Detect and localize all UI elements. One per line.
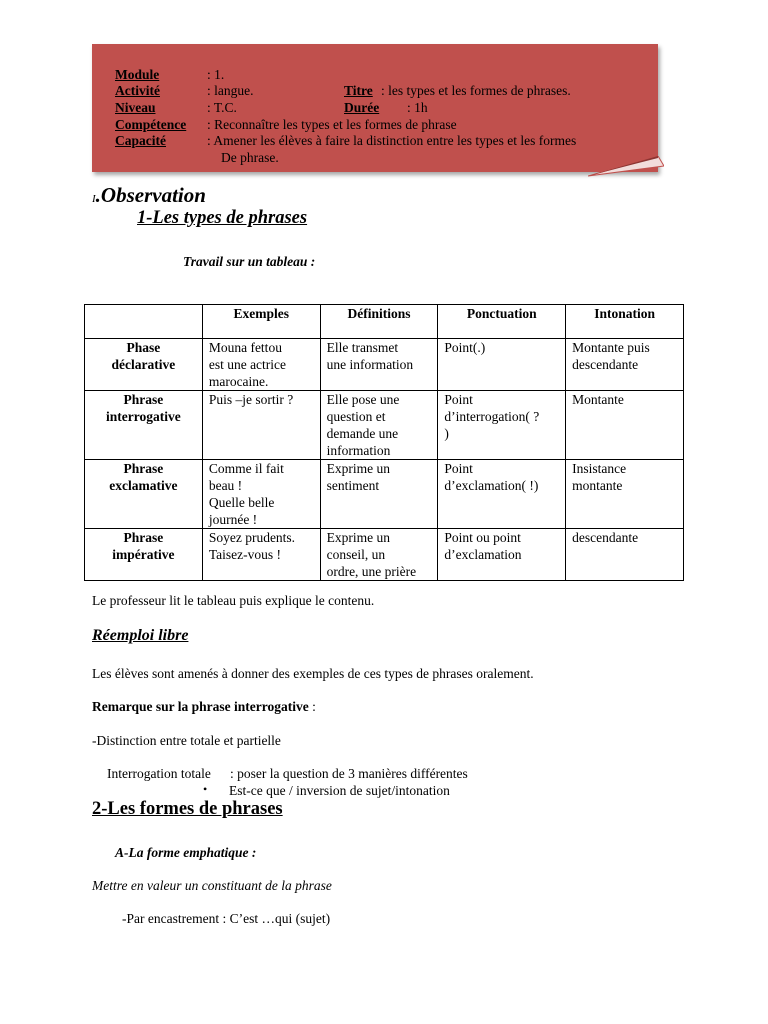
formes-title: 2-Les formes de phrases xyxy=(92,799,283,819)
cell-line: d’exclamation( !) xyxy=(444,478,539,493)
cell-line: Phrase xyxy=(123,530,164,545)
cell-line: est une actrice xyxy=(208,357,287,372)
row-type-cell xyxy=(85,460,203,529)
table-row xyxy=(85,391,684,460)
cell-line: information xyxy=(326,443,391,458)
ponctuation-cell xyxy=(438,391,566,460)
cell-line: Point ou point xyxy=(444,530,521,545)
table-header-cell: Ponctuation xyxy=(438,305,566,339)
professeur-text: Le professeur lit le tableau puis explique le contenu. xyxy=(92,593,375,608)
cell-line: Elle pose une xyxy=(326,392,400,407)
exemple-cell xyxy=(202,460,320,529)
activite-label: Activité xyxy=(115,83,160,98)
section-observation-title xyxy=(92,183,206,208)
intonation-cell xyxy=(566,391,684,460)
cell-line: conseil, un xyxy=(326,547,386,562)
interrogation-text: : poser la question de 3 manières différentes xyxy=(230,766,468,781)
travail-label: Travail sur un tableau : xyxy=(183,254,316,269)
cell-line: d’interrogation( ? xyxy=(444,409,540,424)
module-value: : 1. xyxy=(207,67,225,82)
cell-line: ) xyxy=(444,426,449,441)
table-header-cell: Définitions xyxy=(320,305,438,339)
exemple-cell xyxy=(202,391,320,460)
table-header-row xyxy=(85,305,684,339)
cell-line: déclarative xyxy=(111,357,176,372)
titre-label: Titre xyxy=(344,83,373,98)
bullet-text: Est-ce que / inversion de sujet/intonation xyxy=(229,783,450,798)
cell-line: impérative xyxy=(112,547,175,562)
cell-line: beau ! xyxy=(208,478,243,493)
module-label: Module xyxy=(115,67,160,82)
cell-line: Point xyxy=(444,461,473,476)
cell-line: Elle transmet xyxy=(326,340,399,355)
cell-line: Taisez-vous ! xyxy=(208,547,281,562)
cell-line: Point(.) xyxy=(444,340,486,355)
row-type-cell xyxy=(85,339,203,391)
definition-cell xyxy=(320,529,438,581)
cell-line: Montante puis xyxy=(572,340,650,355)
row-type-cell xyxy=(85,391,203,460)
ponctuation-cell xyxy=(438,529,566,581)
table-header-cell xyxy=(85,305,203,339)
section-number: I xyxy=(92,193,96,205)
section-title: .Observation xyxy=(95,183,206,207)
cell-line: exclamative xyxy=(109,478,178,493)
mettre-text: Mettre en valeur un constituant de la phrase xyxy=(92,878,332,893)
definition-cell xyxy=(320,460,438,529)
bullet-icon: • xyxy=(203,782,208,796)
cell-line: interrogative xyxy=(106,409,181,424)
definition-cell xyxy=(320,339,438,391)
cell-line: montante xyxy=(572,478,623,493)
eleves-text: Les élèves sont amenés à donner des exemples de ces types de phrases oralement. xyxy=(92,666,534,681)
duree-label: Durée xyxy=(344,100,380,115)
row-type-cell xyxy=(85,529,203,581)
cell-line: une information xyxy=(326,357,414,372)
competence-value: : Reconnaître les types et les formes de phrase xyxy=(207,117,457,132)
competence-label: Compétence xyxy=(115,117,187,132)
interrogation-label: Interrogation totale xyxy=(107,766,211,781)
cell-line: descendante xyxy=(572,530,639,545)
page-curl-decoration xyxy=(588,156,664,180)
intonation-cell xyxy=(566,460,684,529)
cell-line: journée ! xyxy=(208,512,258,527)
capacite-label: Capacité xyxy=(115,133,166,148)
cell-line: Phase xyxy=(126,340,161,355)
cell-line: ordre, une prière xyxy=(326,564,417,579)
cell-line: Exprime un xyxy=(326,461,390,476)
exemple-cell xyxy=(202,339,320,391)
table-row xyxy=(85,339,684,391)
table-header-cell: Intonation xyxy=(566,305,684,339)
cell-line: sentiment xyxy=(326,478,380,493)
cell-line: Phrase xyxy=(123,392,164,407)
cell-line: Quelle belle xyxy=(208,495,275,510)
cell-line: d’exclamation xyxy=(444,547,522,562)
cell-line: marocaine. xyxy=(208,374,269,389)
exemple-cell xyxy=(202,529,320,581)
cell-line: Puis –je sortir ? xyxy=(208,392,294,407)
distinction-text: -Distinction entre totale et partielle xyxy=(92,733,281,748)
definition-cell xyxy=(320,391,438,460)
cell-line: Exprime un xyxy=(326,530,390,545)
ponctuation-cell xyxy=(438,460,566,529)
cell-line: Montante xyxy=(572,392,624,407)
titre-value: : les types et les formes de phrases. xyxy=(381,83,571,98)
phrase-types-table xyxy=(84,304,684,581)
remarque-bold: Remarque sur la phrase interrogative xyxy=(92,699,309,714)
cell-line: Soyez prudents. xyxy=(208,530,296,545)
table-header-cell: Exemples xyxy=(202,305,320,339)
cell-line: Comme il fait xyxy=(208,461,284,476)
cell-line: Insistance xyxy=(572,461,627,476)
emphatique-title: A-La forme emphatique : xyxy=(115,845,257,860)
capacite-value: : Amener les élèves à faire la distinction entre les types et les formes xyxy=(207,133,577,148)
niveau-value: : T.C. xyxy=(207,100,237,115)
cell-line: Phrase xyxy=(123,461,164,476)
remarque-line xyxy=(92,699,316,715)
interrogation-line xyxy=(107,766,211,782)
intonation-cell xyxy=(566,529,684,581)
remarque-colon: : xyxy=(308,699,316,714)
table-row xyxy=(85,460,684,529)
cell-line: Mouna fettou xyxy=(208,340,282,355)
niveau-label: Niveau xyxy=(115,100,156,115)
cell-line: demande une xyxy=(326,426,399,441)
intonation-cell xyxy=(566,339,684,391)
activite-value: : langue. xyxy=(207,83,254,98)
subsection-types-title: 1-Les types de phrases xyxy=(137,208,308,228)
encastrement-text: -Par encastrement : C’est …qui (sujet) xyxy=(122,911,331,926)
cell-line: Point xyxy=(444,392,473,407)
capacite-value-2: De phrase. xyxy=(221,150,279,165)
cell-line: descendante xyxy=(572,357,639,372)
remploi-title: Réemploi libre xyxy=(92,627,189,644)
table-row xyxy=(85,529,684,581)
ponctuation-cell xyxy=(438,339,566,391)
duree-value: : 1h xyxy=(407,100,428,115)
cell-line: question et xyxy=(326,409,386,424)
